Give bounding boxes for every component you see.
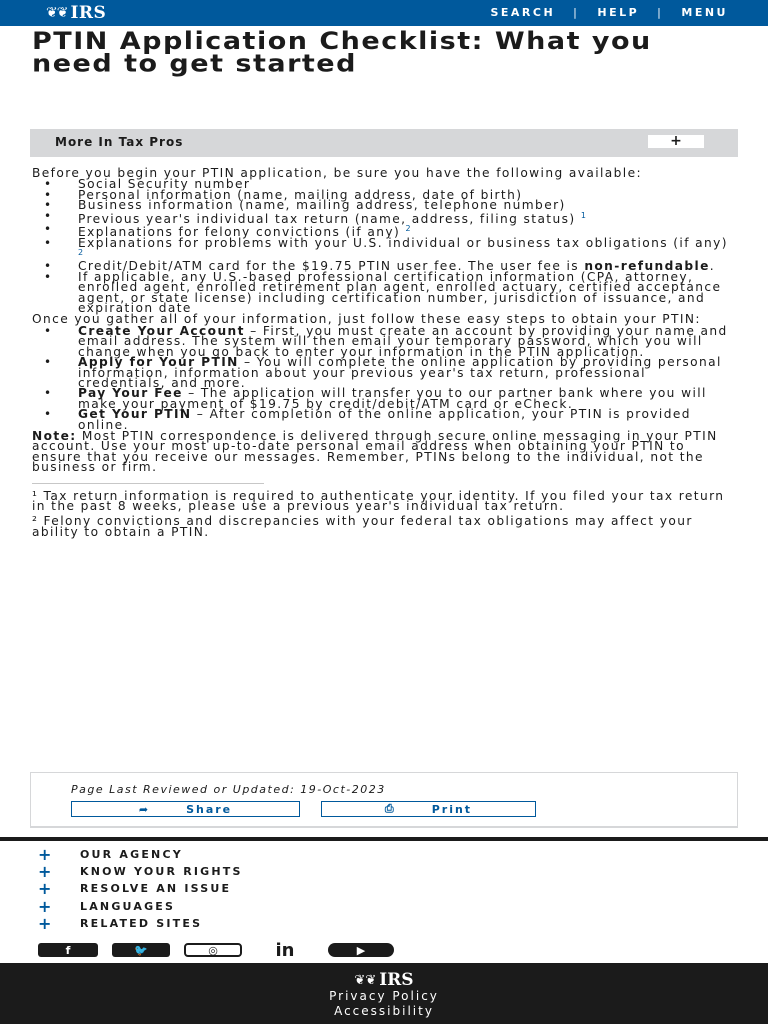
list-item: • Apply for Your PTIN – You will complete the online application by providing personal information, information about your previous year's tax return, professional credentials, and more. xyxy=(32,357,736,388)
list-item: • Business information (name, mailing address, telephone number) xyxy=(32,200,736,210)
footer-link-languages[interactable]: + LANGUAGES xyxy=(38,897,176,916)
youtube-icon[interactable]: ▶ xyxy=(328,943,394,957)
footer-irs-logo[interactable]: ❦❦ IRS xyxy=(354,970,414,990)
facebook-icon[interactable]: f xyxy=(38,943,98,957)
plus-icon: + xyxy=(38,845,54,864)
eagle-icon: ❦❦ xyxy=(46,5,68,21)
page-tools xyxy=(30,772,738,828)
printer-icon: ⎙ xyxy=(384,802,396,815)
plus-icon: + xyxy=(38,862,54,881)
footer-link-know-your-rights[interactable]: + KNOW YOUR RIGHTS xyxy=(38,862,243,881)
share-button[interactable]: ➦ Share xyxy=(71,801,300,817)
twitter-icon[interactable]: 🐦 xyxy=(112,943,170,957)
irs-logo[interactable] xyxy=(46,4,106,22)
privacy-policy-link[interactable]: Privacy Policy xyxy=(329,989,439,1003)
steps-intro: Once you gather all of your information, just follow these easy steps to obtain your PTIN: xyxy=(32,312,701,327)
last-reviewed: Page Last Reviewed or Updated: 19-Oct-2023 xyxy=(71,783,386,796)
eagle-icon: ❦❦ xyxy=(354,972,377,988)
list-item: • Previous year's individual tax return (name, address, filing status) $^1$ xyxy=(32,211,736,224)
list-item: • Create Your Account – First, you must create an account by providing your name and email address. The system will then email your temporary password, which you will change when you go back to enter your information in the PTIN application. xyxy=(32,326,736,357)
more-in-label: More In Tax Pros xyxy=(55,135,184,149)
main-content xyxy=(32,168,736,542)
nav-search-link[interactable]: SEARCH xyxy=(490,6,556,19)
plus-icon: + xyxy=(38,879,54,898)
nav-separator: | xyxy=(657,6,664,19)
footnote-1: ¹ Tax return information is required to authenticate your identity. If you filed your tax return in the past 8 weeks, please use a previous year's individual tax return. xyxy=(32,488,725,513)
instagram-icon[interactable]: ◎ xyxy=(184,943,242,957)
list-item: • Explanations for felony convictions (if any) $^2$ xyxy=(32,224,736,237)
list-item: • Get Your PTIN – After completion of the online application, your PTIN is provided online. xyxy=(32,409,736,430)
nav-menu-link[interactable]: MENU xyxy=(681,6,728,19)
footer-link-our-agency[interactable]: + OUR AGENCY xyxy=(38,845,183,864)
top-nav xyxy=(490,6,728,19)
footer-link-related-sites[interactable]: + RELATED SITES xyxy=(38,914,203,933)
checklist xyxy=(32,177,736,316)
footnote-link[interactable]: 1 xyxy=(580,210,588,220)
footnote-divider xyxy=(32,483,264,484)
list-item: • If applicable, any U.S.-based professional certification information (CPA, attorney, enrolled agent, enrolled retirement plan agent, enrolled actuary, certified acceptance agent, or state license) including certification number, jurisdiction of issuance, and expiration date xyxy=(32,272,736,314)
footnote-link[interactable]: 2 xyxy=(78,247,85,257)
footnote-link[interactable]: 2 xyxy=(405,224,412,234)
print-button[interactable]: ⎙ Print xyxy=(321,801,536,817)
expand-plus-icon[interactable]: + xyxy=(648,135,704,148)
create-account-link[interactable]: Create Your Account xyxy=(78,323,245,338)
page-title: PTIN Application Checklist: What you need to get started xyxy=(32,27,652,78)
accessibility-link[interactable]: Accessibility xyxy=(334,1004,434,1018)
linkedin-icon[interactable]: in xyxy=(256,943,314,957)
intro-text: Before you begin your PTIN application, be sure you have the following available: xyxy=(32,166,642,180)
plus-icon: + xyxy=(38,914,54,933)
more-in-accordion[interactable] xyxy=(30,129,738,157)
list-item: • Explanations for problems with your U.S. individual or business tax obligations (if any) $^2$ xyxy=(32,238,736,262)
footnotes xyxy=(32,488,736,539)
share-icon: ➦ xyxy=(138,802,151,816)
steps-list xyxy=(32,323,736,432)
footer-link-resolve-an-issue[interactable]: + RESOLVE AN ISSUE xyxy=(38,879,232,898)
site-footer xyxy=(0,963,768,1024)
logo-text: IRS xyxy=(70,3,107,23)
note-paragraph: Note: Most PTIN correspondence is delivered through secure online messaging in your PTIN account. Use your most up-to-date personal email address when obtaining your PTIN to ensure that you receive our messages. Remember, PTINs belong to the individual, not the business or firm. xyxy=(32,428,718,475)
social-links xyxy=(38,939,394,961)
list-item: • Social Security number xyxy=(32,179,736,189)
plus-icon: + xyxy=(38,897,54,916)
list-item: • Personal information (name, mailing address, date of birth) xyxy=(32,190,736,200)
footnote-2: ² Felony convictions and discrepancies with your federal tax obligations may affect your ability to obtain a PTIN. xyxy=(32,514,693,539)
nav-separator: | xyxy=(573,6,580,19)
nav-help-link[interactable]: HELP xyxy=(597,6,640,19)
site-header xyxy=(0,0,768,26)
list-item: • Credit/Debit/ATM card for the $19.75 PTIN user fee. The user fee is non-refundable. xyxy=(32,261,736,271)
list-item: • Pay Your Fee – The application will transfer you to our partner bank where you will make your payment of $19.75 by credit/debit/ATM card or eCheck. xyxy=(32,388,736,409)
